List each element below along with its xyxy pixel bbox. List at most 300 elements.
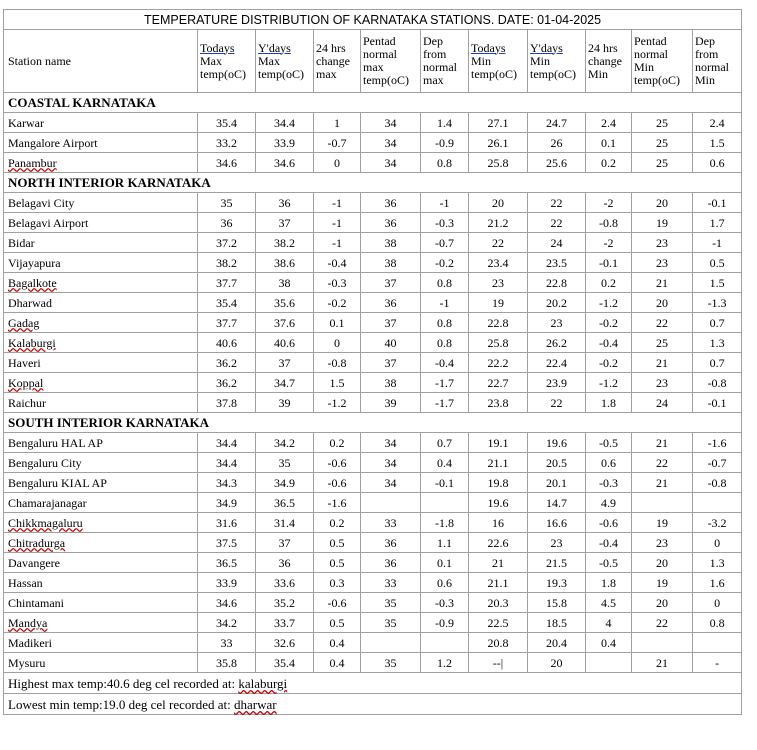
value-cell: 34 — [361, 153, 421, 173]
value-cell: 20 — [469, 193, 528, 213]
value-cell: 1.6 — [693, 573, 742, 593]
table-row — [4, 253, 742, 273]
value-cell: 23.4 — [469, 253, 528, 273]
value-cell: 0.5 — [693, 253, 742, 273]
value-cell: 23.5 — [528, 253, 586, 273]
value-cell: 1.5 — [693, 133, 742, 153]
value-cell: 22.4 — [528, 353, 586, 373]
value-cell: -1.2 — [314, 393, 361, 413]
value-cell: 23 — [528, 313, 586, 333]
section-title: COASTAL KARNATAKA — [4, 93, 742, 113]
value-cell: 23 — [632, 373, 693, 393]
value-cell: 36 — [361, 213, 421, 233]
value-cell: -0.7 — [693, 453, 742, 473]
station-name: Mangalore Airport — [8, 135, 98, 150]
value-cell: 22.2 — [469, 353, 528, 373]
station-name-cell — [4, 333, 198, 353]
value-cell: 35.2 — [256, 593, 314, 613]
value-cell: -1.2 — [586, 293, 632, 313]
value-cell: -0.5 — [586, 433, 632, 453]
value-cell: 0 — [314, 153, 361, 173]
table-row — [4, 133, 742, 153]
station-name-cell — [4, 293, 198, 313]
value-cell: 1.3 — [693, 333, 742, 353]
value-cell: 25 — [632, 333, 693, 353]
station-name-cell — [4, 473, 198, 493]
station-name: Haveri — [8, 355, 41, 370]
value-cell: -0.4 — [586, 533, 632, 553]
value-cell: 22 — [632, 453, 693, 473]
header-pentad-min: Pentad normal Min temp(oC) — [632, 30, 693, 93]
value-cell: 24 — [528, 233, 586, 253]
value-cell: -0.4 — [586, 333, 632, 353]
value-cell: 37.8 — [198, 393, 256, 413]
station-name: Bengaluru KIAL AP — [8, 475, 107, 490]
page-title: TEMPERATURE DISTRIBUTION OF KARNATAKA STATIONS. DATE: 01-04-2025 — [4, 10, 742, 30]
value-cell: -0.7 — [421, 233, 469, 253]
value-cell: -1 — [693, 233, 742, 253]
value-cell — [361, 633, 421, 653]
value-cell: 34 — [361, 113, 421, 133]
value-cell: -0.3 — [586, 473, 632, 493]
station-name: Dharwad — [8, 295, 52, 310]
value-cell: -1 — [314, 213, 361, 233]
value-cell: 14.7 — [528, 493, 586, 513]
value-cell: -0.4 — [421, 353, 469, 373]
value-cell: 35 — [198, 193, 256, 213]
value-cell: 24.7 — [528, 113, 586, 133]
station-name-cell — [4, 393, 198, 413]
value-cell: 36.2 — [198, 373, 256, 393]
value-cell: --| — [469, 653, 528, 673]
section-title: NORTH INTERIOR KARNATAKA — [4, 173, 742, 193]
value-cell: -1 — [314, 233, 361, 253]
value-cell: 38 — [361, 233, 421, 253]
value-cell: 37 — [256, 533, 314, 553]
station-name-cell — [4, 113, 198, 133]
station-name: Panambur — [8, 155, 57, 170]
section-header-row — [4, 93, 742, 113]
value-cell: 0.1 — [586, 133, 632, 153]
value-cell: 34.3 — [198, 473, 256, 493]
value-cell: 21 — [632, 433, 693, 453]
value-cell: 20 — [632, 593, 693, 613]
value-cell: 0.5 — [314, 613, 361, 633]
header-todays-max: Todays Max temp(oC) — [198, 30, 256, 93]
station-name: Bagalkote — [8, 275, 57, 290]
value-cell: 0.8 — [421, 273, 469, 293]
header-ydays-max: Y'days Max temp(oC) — [256, 30, 314, 93]
value-cell: 35 — [361, 593, 421, 613]
value-cell: 2.4 — [586, 113, 632, 133]
value-cell: -0.2 — [586, 313, 632, 333]
value-cell: 0.7 — [693, 353, 742, 373]
value-cell: 22.6 — [469, 533, 528, 553]
table-row — [4, 393, 742, 413]
value-cell: 37.5 — [198, 533, 256, 553]
value-cell: -2 — [586, 193, 632, 213]
value-cell: -0.5 — [586, 553, 632, 573]
value-cell: 37.7 — [198, 273, 256, 293]
value-cell: 34.9 — [256, 473, 314, 493]
value-cell: 38.6 — [256, 253, 314, 273]
value-cell: 0.2 — [314, 433, 361, 453]
station-name-cell — [4, 653, 198, 673]
station-name: Gadag — [8, 315, 40, 330]
value-cell: 21 — [469, 553, 528, 573]
value-cell: 22.8 — [469, 313, 528, 333]
value-cell: 4.9 — [586, 493, 632, 513]
value-cell: 31.6 — [198, 513, 256, 533]
section-header-row — [4, 413, 742, 433]
value-cell: 33 — [361, 573, 421, 593]
value-cell: 34.2 — [256, 433, 314, 453]
value-cell: 1.8 — [586, 393, 632, 413]
value-cell: 38 — [361, 253, 421, 273]
value-cell: 0.7 — [693, 313, 742, 333]
station-name-cell — [4, 213, 198, 233]
value-cell: 36 — [361, 293, 421, 313]
value-cell: 34.6 — [256, 153, 314, 173]
value-cell: 34.2 — [198, 613, 256, 633]
station-name-cell — [4, 373, 198, 393]
station-name-cell — [4, 253, 198, 273]
value-cell: 0.7 — [421, 433, 469, 453]
table-row — [4, 313, 742, 333]
value-cell: 0.5 — [314, 533, 361, 553]
station-name: Bengaluru HAL AP — [8, 435, 103, 450]
table-row — [4, 373, 742, 393]
table-row — [4, 633, 742, 653]
value-cell: 37.2 — [198, 233, 256, 253]
header-row — [4, 30, 742, 93]
table-row — [4, 193, 742, 213]
value-cell: 23.8 — [469, 393, 528, 413]
value-cell: 22 — [632, 313, 693, 333]
value-cell: 34.4 — [198, 433, 256, 453]
value-cell: 38.2 — [198, 253, 256, 273]
value-cell: 35.4 — [198, 113, 256, 133]
table-row — [4, 293, 742, 313]
value-cell: 36 — [361, 553, 421, 573]
value-cell: 21.5 — [528, 553, 586, 573]
value-cell: 23 — [469, 273, 528, 293]
station-name: Chamarajanagar — [8, 495, 87, 510]
value-cell: 23.9 — [528, 373, 586, 393]
value-cell: 1.4 — [421, 113, 469, 133]
value-cell: 37 — [256, 213, 314, 233]
value-cell: 1.5 — [693, 273, 742, 293]
value-cell: -1.7 — [421, 393, 469, 413]
value-cell: -0.1 — [693, 393, 742, 413]
value-cell: 21.2 — [469, 213, 528, 233]
value-cell: -0.2 — [586, 353, 632, 373]
value-cell: 27.1 — [469, 113, 528, 133]
value-cell: 22 — [528, 193, 586, 213]
value-cell: 0 — [314, 333, 361, 353]
value-cell: -1 — [314, 193, 361, 213]
value-cell: -0.1 — [586, 253, 632, 273]
header-change-min: 24 hrs change Min — [586, 30, 632, 93]
value-cell: 19.3 — [528, 573, 586, 593]
value-cell: 38 — [256, 273, 314, 293]
value-cell: 1.7 — [693, 213, 742, 233]
value-cell: 22 — [528, 393, 586, 413]
table-row — [4, 653, 742, 673]
value-cell: 20 — [528, 653, 586, 673]
value-cell: 33 — [198, 633, 256, 653]
station-name-cell — [4, 153, 198, 173]
value-cell: 21 — [632, 473, 693, 493]
value-cell: 34 — [361, 133, 421, 153]
temperature-report — [3, 9, 742, 715]
value-cell: 36.2 — [198, 353, 256, 373]
table-row — [4, 353, 742, 373]
value-cell: 36 — [361, 193, 421, 213]
value-cell: 19.6 — [469, 493, 528, 513]
value-cell: -0.2 — [314, 293, 361, 313]
value-cell: 22 — [528, 213, 586, 233]
table-row — [4, 493, 742, 513]
value-cell: -0.6 — [314, 473, 361, 493]
value-cell: -1 — [421, 293, 469, 313]
value-cell: 0.6 — [586, 453, 632, 473]
value-cell: 0.8 — [421, 313, 469, 333]
value-cell: -0.8 — [586, 213, 632, 233]
value-cell — [421, 633, 469, 653]
value-cell: 22.8 — [528, 273, 586, 293]
value-cell — [586, 653, 632, 673]
header-dep-max: Dep from normal max — [421, 30, 469, 93]
value-cell: 20.2 — [528, 293, 586, 313]
station-name: Belagavi Airport — [8, 215, 89, 230]
value-cell: -1.6 — [693, 433, 742, 453]
station-name-cell — [4, 553, 198, 573]
value-cell: 19 — [632, 513, 693, 533]
value-cell: 1.8 — [586, 573, 632, 593]
table-row — [4, 593, 742, 613]
value-cell: 33.9 — [256, 133, 314, 153]
value-cell: 21 — [632, 653, 693, 673]
station-name: Kalaburgi — [8, 335, 56, 350]
value-cell: 31.4 — [256, 513, 314, 533]
value-cell — [421, 493, 469, 513]
value-cell: 0.2 — [586, 153, 632, 173]
value-cell: 1.1 — [421, 533, 469, 553]
value-cell: 32.6 — [256, 633, 314, 653]
value-cell: 34 — [361, 473, 421, 493]
value-cell: 25.8 — [469, 153, 528, 173]
value-cell: 34.4 — [256, 113, 314, 133]
value-cell: 23 — [632, 533, 693, 553]
table-row — [4, 573, 742, 593]
station-name: Vijayapura — [8, 255, 61, 270]
value-cell: 37 — [256, 353, 314, 373]
value-cell: 38 — [361, 373, 421, 393]
value-cell: 21 — [632, 273, 693, 293]
station-name: Belagavi City — [8, 195, 75, 210]
station-name: Chitradurga — [8, 535, 66, 550]
value-cell: 0 — [693, 533, 742, 553]
value-cell: 40.6 — [256, 333, 314, 353]
station-name-cell — [4, 273, 198, 293]
value-cell: -0.3 — [421, 213, 469, 233]
value-cell: 0.4 — [586, 633, 632, 653]
value-cell: 34.7 — [256, 373, 314, 393]
temperature-table — [3, 9, 742, 673]
value-cell: 4 — [586, 613, 632, 633]
value-cell: 16.6 — [528, 513, 586, 533]
value-cell: 26.1 — [469, 133, 528, 153]
value-cell: 0.6 — [421, 573, 469, 593]
table-row — [4, 553, 742, 573]
value-cell: 35 — [361, 653, 421, 673]
value-cell: 36 — [361, 533, 421, 553]
station-name: Bengaluru City — [8, 455, 82, 470]
value-cell: -2 — [586, 233, 632, 253]
value-cell: 0.2 — [586, 273, 632, 293]
value-cell: -0.6 — [586, 513, 632, 533]
value-cell: 25.6 — [528, 153, 586, 173]
value-cell: 1 — [314, 113, 361, 133]
value-cell: 20.3 — [469, 593, 528, 613]
value-cell: -0.7 — [314, 133, 361, 153]
table-row — [4, 473, 742, 493]
value-cell: 25 — [632, 153, 693, 173]
value-cell: 37.6 — [256, 313, 314, 333]
value-cell: 0.8 — [693, 613, 742, 633]
value-cell: 22 — [632, 613, 693, 633]
value-cell: -0.6 — [314, 593, 361, 613]
value-cell: 0.3 — [314, 573, 361, 593]
value-cell: 4.5 — [586, 593, 632, 613]
value-cell: 0.6 — [693, 153, 742, 173]
station-name-cell — [4, 353, 198, 373]
value-cell: 24 — [632, 393, 693, 413]
station-name-cell — [4, 533, 198, 553]
station-name-cell — [4, 453, 198, 473]
value-cell: 21.1 — [469, 453, 528, 473]
value-cell: 38.2 — [256, 233, 314, 253]
table-row — [4, 433, 742, 453]
value-cell: 35 — [256, 453, 314, 473]
table-row — [4, 513, 742, 533]
value-cell: 40.6 — [198, 333, 256, 353]
value-cell: 35.4 — [256, 653, 314, 673]
value-cell: 33.7 — [256, 613, 314, 633]
value-cell: 22.5 — [469, 613, 528, 633]
value-cell: 36.5 — [198, 553, 256, 573]
value-cell: -0.1 — [693, 193, 742, 213]
value-cell: 2.4 — [693, 113, 742, 133]
value-cell: -1 — [421, 193, 469, 213]
value-cell: 20.1 — [528, 473, 586, 493]
value-cell: 0.8 — [421, 333, 469, 353]
value-cell: 34.9 — [198, 493, 256, 513]
value-cell: 19.1 — [469, 433, 528, 453]
value-cell: 21 — [632, 353, 693, 373]
value-cell: 39 — [256, 393, 314, 413]
station-name-cell — [4, 593, 198, 613]
value-cell: 20.5 — [528, 453, 586, 473]
value-cell: 34.4 — [198, 453, 256, 473]
value-cell: 33.6 — [256, 573, 314, 593]
station-name: Mandya — [8, 615, 48, 630]
value-cell: 0.4 — [421, 453, 469, 473]
header-station: Station name — [4, 30, 198, 93]
value-cell: 19.6 — [528, 433, 586, 453]
header-dep-min: Dep from normal Min — [693, 30, 742, 93]
value-cell: 23 — [632, 233, 693, 253]
value-cell: 34 — [361, 453, 421, 473]
value-cell: 0.2 — [314, 513, 361, 533]
value-cell: 34.6 — [198, 593, 256, 613]
value-cell: 39 — [361, 393, 421, 413]
value-cell: 0.1 — [421, 553, 469, 573]
value-cell: -0.3 — [421, 593, 469, 613]
header-ydays-min: Y'days Min temp(oC) — [528, 30, 586, 93]
value-cell: 1.5 — [314, 373, 361, 393]
value-cell: 36.5 — [256, 493, 314, 513]
value-cell: 19.8 — [469, 473, 528, 493]
station-name: Bidar — [8, 235, 35, 250]
value-cell: 20 — [632, 553, 693, 573]
station-name: Mysuru — [8, 655, 46, 670]
value-cell: 20.8 — [469, 633, 528, 653]
value-cell: 25 — [632, 133, 693, 153]
table-row — [4, 533, 742, 553]
value-cell: - — [693, 653, 742, 673]
station-name-cell — [4, 433, 198, 453]
station-name-cell — [4, 493, 198, 513]
value-cell: 25 — [632, 113, 693, 133]
value-cell: 25.8 — [469, 333, 528, 353]
station-name: Karwar — [8, 115, 44, 130]
value-cell: 35.8 — [198, 653, 256, 673]
table-row — [4, 333, 742, 353]
value-cell: 37.7 — [198, 313, 256, 333]
value-cell: 36 — [256, 553, 314, 573]
value-cell: -0.9 — [421, 133, 469, 153]
value-cell: 20 — [632, 293, 693, 313]
value-cell — [693, 493, 742, 513]
table-row — [4, 273, 742, 293]
value-cell: -0.9 — [421, 613, 469, 633]
value-cell: -1.7 — [421, 373, 469, 393]
value-cell — [632, 493, 693, 513]
station-name-cell — [4, 313, 198, 333]
station-name-cell — [4, 513, 198, 533]
value-cell: 20 — [632, 193, 693, 213]
value-cell: 35.6 — [256, 293, 314, 313]
value-cell: 19 — [632, 213, 693, 233]
value-cell: 35 — [361, 613, 421, 633]
value-cell: 0.4 — [314, 633, 361, 653]
value-cell — [632, 633, 693, 653]
value-cell: 1.2 — [421, 653, 469, 673]
station-name: Chikkmagaluru — [8, 515, 83, 530]
value-cell: -1.2 — [586, 373, 632, 393]
value-cell: -1.8 — [421, 513, 469, 533]
table-row — [4, 613, 742, 633]
table-row — [4, 453, 742, 473]
section-header-row — [4, 173, 742, 193]
highest-max-summary: Highest max temp:40.6 deg cel recorded at: kalaburgi — [3, 673, 742, 694]
value-cell: 15.8 — [528, 593, 586, 613]
table-row — [4, 113, 742, 133]
value-cell: 0 — [693, 593, 742, 613]
value-cell: 21.1 — [469, 573, 528, 593]
